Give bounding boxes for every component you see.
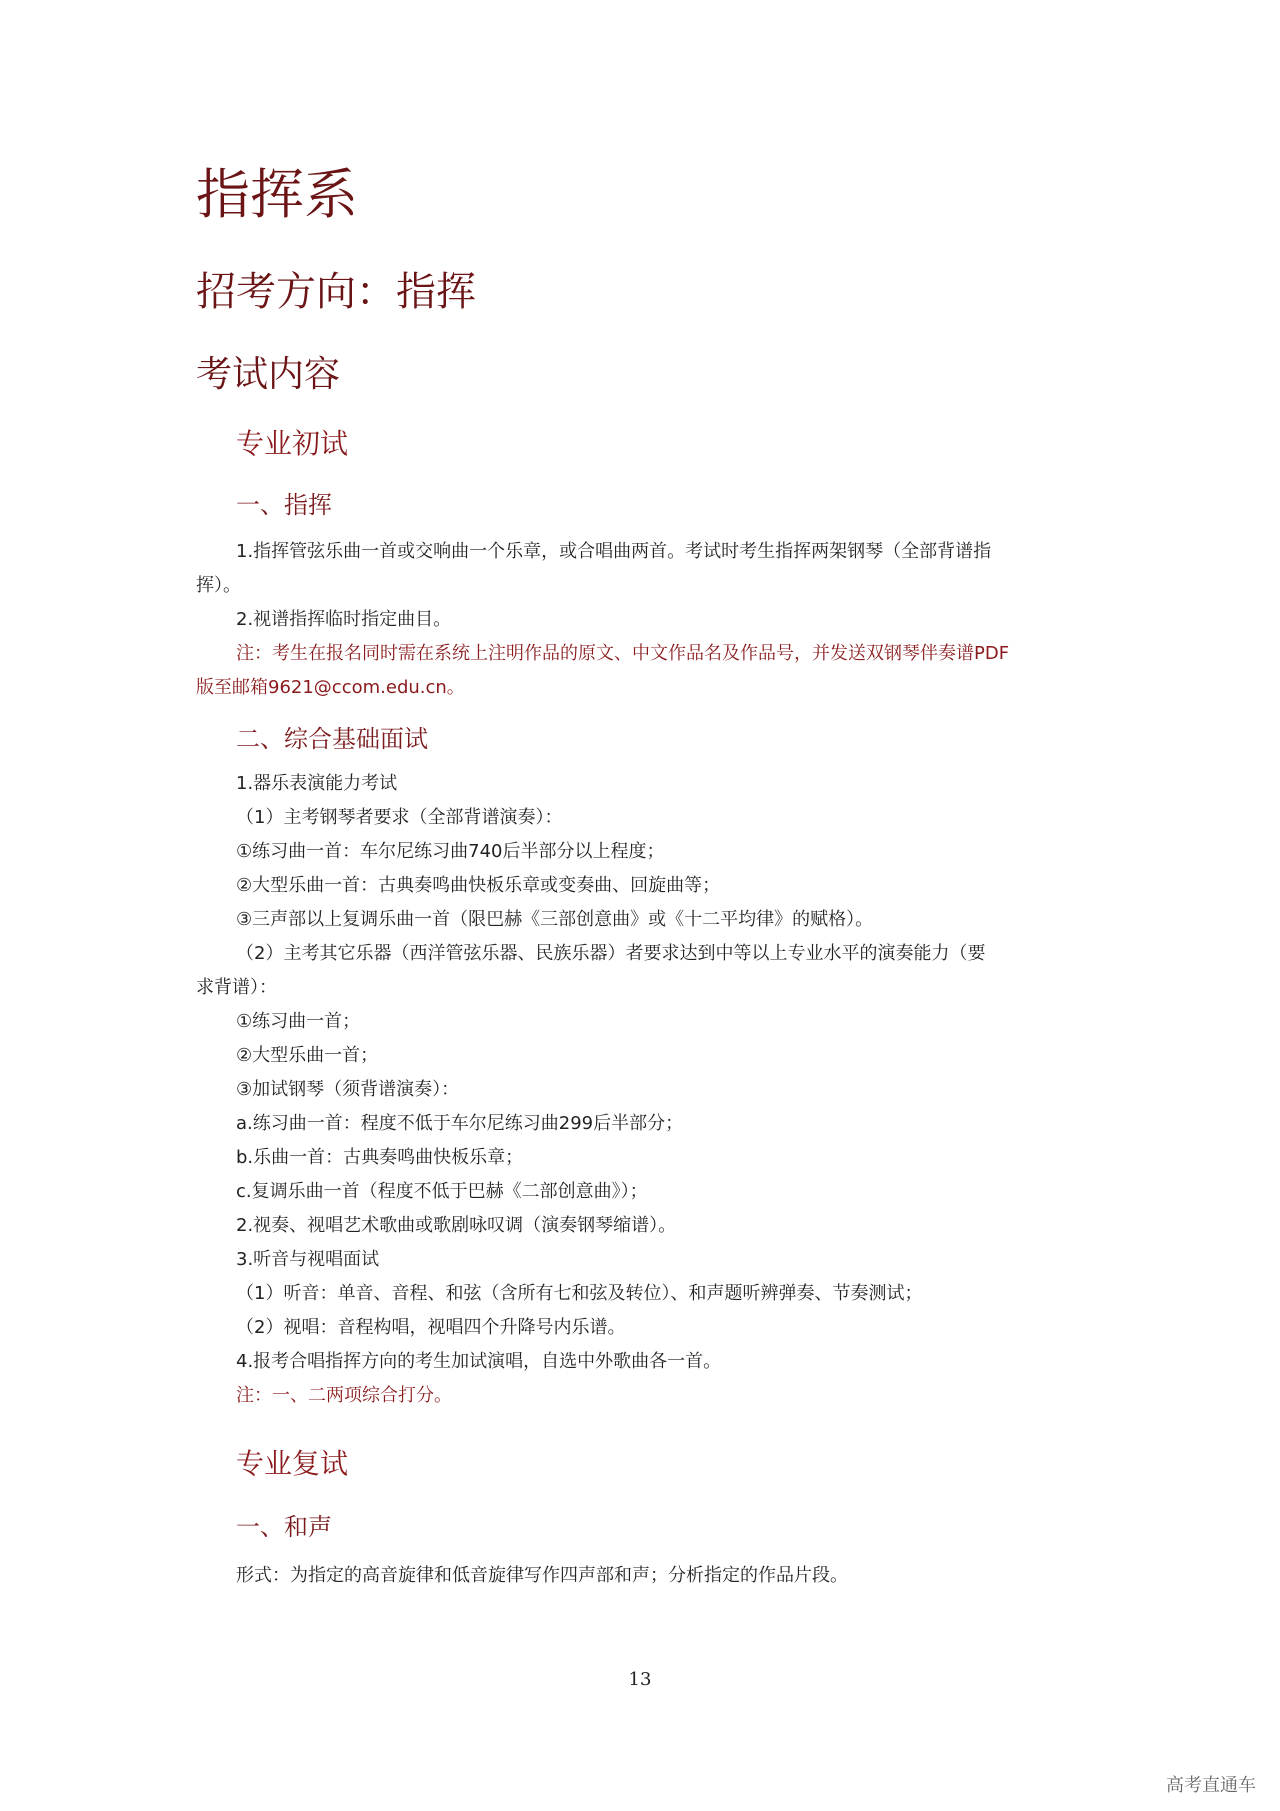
section-2-line: （2）主考其它乐器（西洋管弦乐器、民族乐器）者要求达到中等以上专业水平的演奏能力（要 [236,943,986,964]
section-1-line: 2.视谱指挥临时指定曲目。 [236,609,452,630]
section-2-line: a.练习曲一首：程度不低于车尔尼练习曲299后半部分； [236,1113,684,1134]
section-1-line: 挥）。 [196,575,241,596]
exam-content-title: 考试内容 [196,354,341,395]
section-1-line: 1.指挥管弦乐曲一首或交响曲一个乐章，或合唱曲两首。考试时考生指挥两架钢琴（全部背谱指 [236,541,992,562]
section-2-note: 注：一、二两项综合打分。 [236,1385,452,1406]
page-number: 13 [628,1669,652,1690]
section-2-line: ②大型乐曲一首：古典奏鸣曲快板乐章或变奏曲、回旋曲等； [236,875,721,896]
section-2-line: 2.视奏、视唱艺术歌曲或歌剧咏叹调（演奏钢琴缩谱）。 [236,1215,677,1236]
section-2-line: 4.报考合唱指挥方向的考生加试演唱，自选中外歌曲各一首。 [236,1351,722,1372]
section-2-line: 3.听音与视唱面试 [236,1249,380,1270]
department-title: 指挥系 [196,163,358,226]
section-2-line: ①练习曲一首：车尔尼练习曲740后半部分以上程度； [236,841,665,862]
section-2-line: （1）主考钢琴者要求（全部背谱演奏）： [236,807,563,828]
reexam-section-1-line: 形式：为指定的高音旋律和低音旋律写作四声部和声；分析指定的作品片段。 [236,1565,848,1586]
section-2-line: 1.器乐表演能力考试 [236,773,398,794]
section-1-title: 一、指挥 [236,491,332,519]
section-2-line: ②大型乐曲一首； [236,1045,379,1066]
direction-title: 招考方向：指挥 [196,269,476,315]
section-2-line: （2）视唱：音程构唱，视唱四个升降号内乐谱。 [236,1317,626,1338]
reexam-section-1-title: 一、和声 [236,1513,332,1541]
section-2-line: 求背谱）： [196,977,277,998]
section-2-line: ①练习曲一首； [236,1011,361,1032]
section-1-note-line: 版至邮箱9621@ccom.edu.cn。 [196,677,465,698]
section-2-line: （1）听音：单音、音程、和弦（含所有七和弦及转位）、和声题听辨弹奏、节奏测试； [236,1283,923,1304]
section-1-note-line: 注：考生在报名同时需在系统上注明作品的原文、中文作品名及作品号，并发送双钢琴伴奏谱PDF [236,643,1010,664]
watermark: 高考直通车 [1166,1775,1256,1796]
section-2-line: ③三声部以上复调乐曲一首（限巴赫《三部创意曲》或《十二平均律》的赋格）。 [236,909,874,930]
section-2-line: b.乐曲一首：古典奏鸣曲快板乐章； [236,1147,524,1168]
section-2-line: ③加试钢琴（须背谱演奏）： [236,1079,460,1100]
preliminary-exam-title: 专业初试 [236,427,349,460]
reexam-title: 专业复试 [236,1447,349,1480]
section-2-line: c.复调乐曲一首（程度不低于巴赫《二部创意曲》）； [236,1181,648,1202]
section-2-title: 二、综合基础面试 [236,725,428,753]
